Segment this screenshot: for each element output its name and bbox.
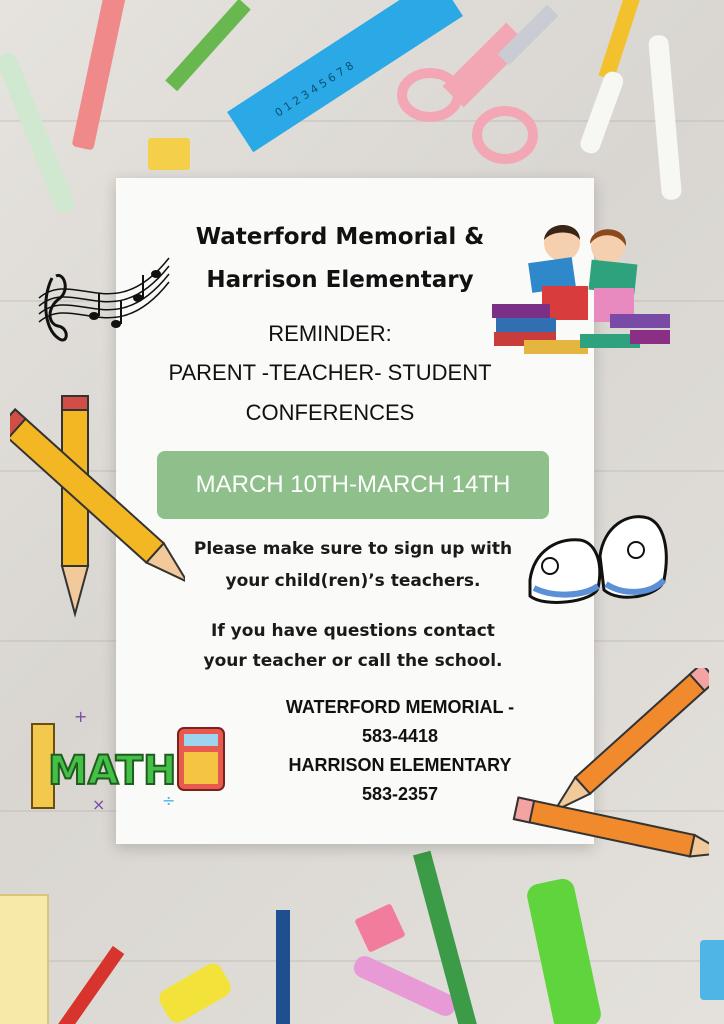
svg-text:×: × (92, 795, 106, 814)
pencil-icon (165, 0, 250, 91)
svg-text:÷: ÷ (162, 791, 176, 810)
questions-line-1: If you have questions contact (211, 621, 495, 641)
math-calculator-icon (28, 706, 228, 814)
questions-line-2: your teacher or call the school. (203, 651, 503, 671)
conference-title-line-1: PARENT -TEACHER- STUDENT (168, 360, 492, 385)
svg-text:+: + (74, 707, 88, 726)
binder-clip-icon (354, 903, 405, 953)
pencil-icon (50, 946, 125, 1024)
sneakers-icon (524, 510, 674, 615)
conference-dates: MARCH 10TH-MARCH 14TH (195, 471, 511, 498)
binder-clip-icon (148, 138, 190, 170)
signup-instruction-line-1: Please make sure to sign up with (193, 539, 513, 559)
pencil-icon (276, 910, 290, 1024)
math-sticker-text: MATH (48, 748, 177, 794)
highlighter-icon (525, 877, 603, 1024)
music-notes-icon (34, 238, 174, 358)
svg-text:0 1 2 3 4 5 6 7 8: 0 1 2 3 4 5 6 7 8 (272, 59, 356, 120)
contact-harrison-phone: 583-2357 (361, 784, 439, 804)
school-name-line-2: Harrison Elementary (206, 267, 474, 293)
conference-dates-banner (157, 451, 549, 519)
contact-waterford-phone: 583-4418 (361, 726, 439, 746)
sharpener-icon (700, 940, 724, 1000)
signup-instruction-line-2: your child(ren)’s teachers. (225, 571, 481, 591)
contact-waterford-name: WATERFORD MEMORIAL - (285, 697, 515, 717)
conference-title-line-2: CONFERENCES (245, 400, 415, 425)
pencil-icon (72, 0, 127, 151)
chalk-icon (578, 34, 682, 200)
school-name-line-1: Waterford Memorial & (195, 224, 485, 250)
highlighter-icon (156, 960, 235, 1024)
pencil-icon (598, 0, 641, 80)
contact-harrison-name: HARRISON ELEMENTARY (288, 755, 512, 775)
notepad-icon (0, 895, 48, 1024)
reminder-label: REMINDER: (268, 321, 392, 346)
chalk-icon (0, 50, 77, 215)
